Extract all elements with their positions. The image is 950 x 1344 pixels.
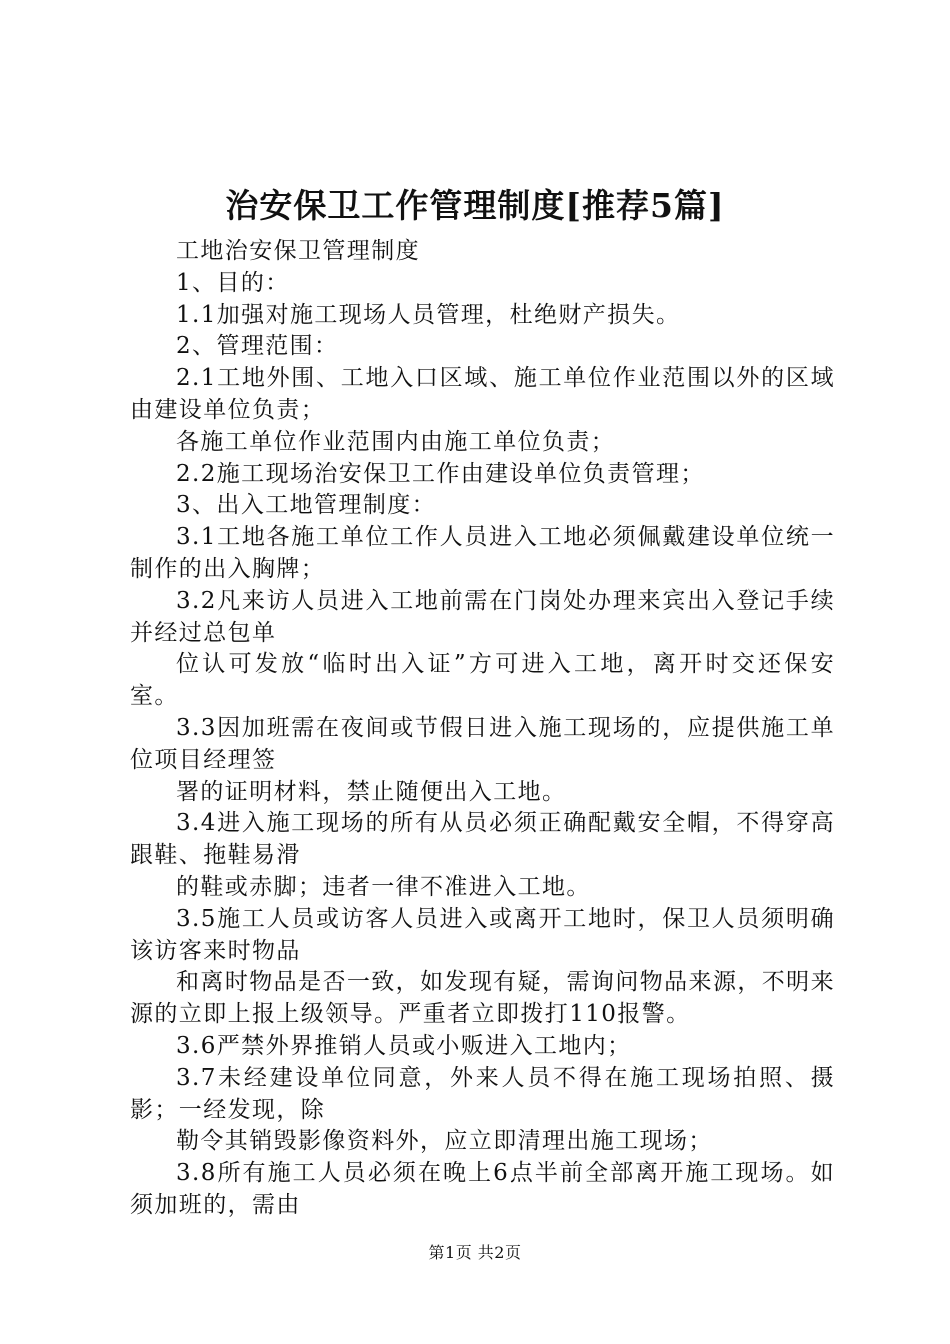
document-body <box>130 236 835 1222</box>
paragraph: 和离时物品是否一致，如发现有疑，需询问物品来源，不明来源的立即上报上级领导。严重者立即拨打110报警。 <box>130 969 835 1028</box>
paragraph: 的鞋或赤脚；违者一律不准进入工地。 <box>176 873 591 900</box>
paragraph: 1.1加强对施工现场人员管理，杜绝财产损失。 <box>176 301 681 328</box>
paragraph: 各施工单位作业范围内由施工单位负责； <box>176 428 616 455</box>
paragraph: 3.7未经建设单位同意，外来人员不得在施工现场拍照、摄影；一经发现，除 <box>130 1064 835 1123</box>
paragraph: 位认可发放“临时出入证”方可进入工地，离开时交还保安室。 <box>130 651 835 710</box>
paragraph: 3.4进入施工现场的所有从员必须正确配戴安全帽，不得穿高跟鞋、拖鞋易滑 <box>130 810 835 869</box>
paragraph: 勒令其销毁影像资料外，应立即清理出施工现场； <box>176 1128 713 1155</box>
paragraph: 3.6严禁外界推销人员或小贩进入工地内； <box>176 1032 632 1059</box>
paragraph: 3.8所有施工人员必须在晚上6点半前全部离开施工现场。如须加班的，需由 <box>130 1160 835 1218</box>
paragraph: 2.2施工现场治安保卫工作由建设单位负责管理； <box>176 460 705 487</box>
paragraph: 3.1工地各施工单位工作人员进入工地必须佩戴建设单位统一制作的出入胸牌； <box>130 524 835 582</box>
paragraph: 1、目的： <box>176 269 290 296</box>
paragraph: 2.1工地外围、工地入口区域、施工单位作业范围以外的区域由建设单位负责； <box>130 365 835 423</box>
paragraph: 3.5施工人员或访客人员进入或离开工地时，保卫人员须明确该访客来时物品 <box>130 905 835 964</box>
paragraph: 3、出入工地管理制度： <box>176 492 437 519</box>
paragraph: 3.3因加班需在夜间或节假日进入施工现场的，应提供施工单位项目经理签 <box>130 714 835 773</box>
document-title: 治安保卫工作管理制度[推荐5篇] <box>225 186 725 225</box>
paragraph: 工地治安保卫管理制度 <box>176 238 420 264</box>
paragraph: 署的证明材料，禁止随便出入工地。 <box>176 778 567 805</box>
paragraph: 2、管理范围： <box>176 333 339 360</box>
paragraph: 3.2凡来访人员进入工地前需在门岗处办理来宾出入登记手续并经过总包单 <box>130 587 835 646</box>
page-footer: 第1页 共2页 <box>428 1243 522 1262</box>
